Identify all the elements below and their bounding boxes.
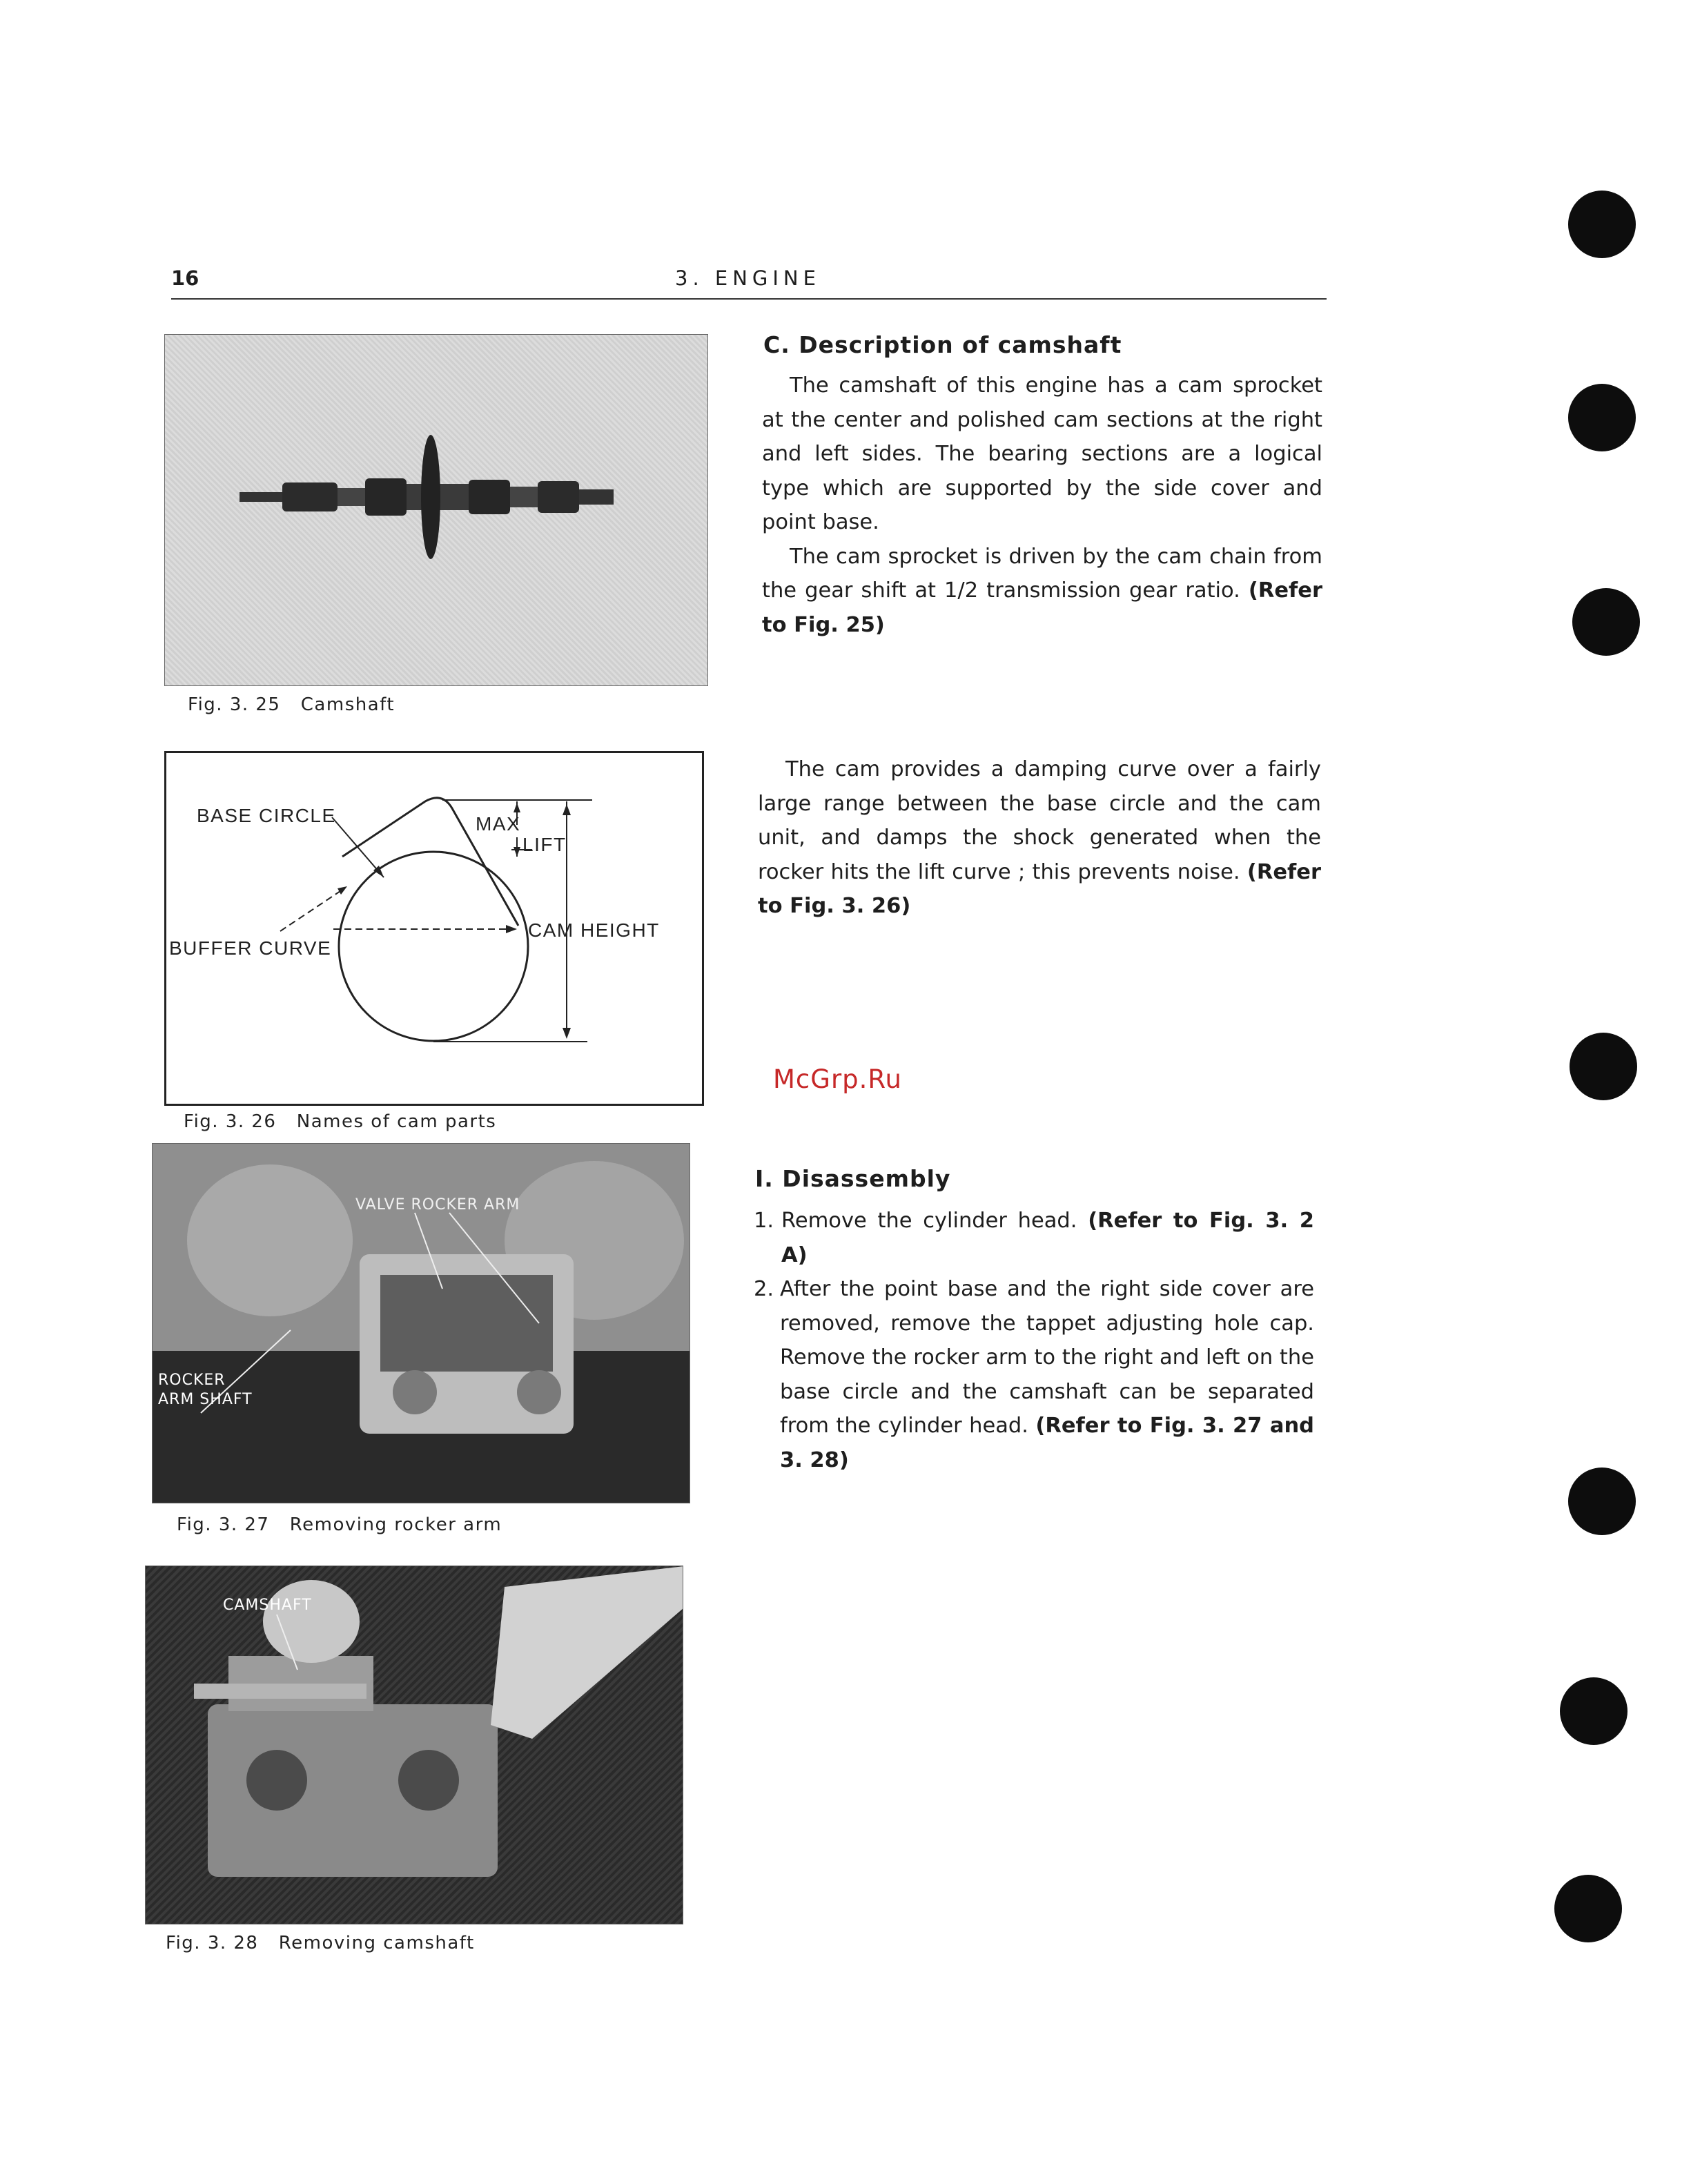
- label-valve-rocker-arm: VALVE ROCKER ARM: [355, 1196, 520, 1213]
- list-item-text: Remove the cylinder head.: [781, 1209, 1077, 1233]
- punch-hole: [1568, 1468, 1636, 1535]
- fig326-text: Names of cam parts: [296, 1111, 497, 1132]
- list-item-text: After the point base and the right side cover are removed, remove the tappet adjusting hole cap. Remove the rocker arm to the right and left on the base circle and the camshaft can be separated from the cylinder head.: [780, 1277, 1314, 1438]
- section-c-body2: [758, 752, 1321, 924]
- rocker-arm-photo: [152, 1143, 690, 1503]
- fig328-label: Fig. 3. 28: [166, 1933, 259, 1953]
- para3-text: The cam provides a damping curve over a fairly large range between the base circle and the cam unit, and damps the shock generated when the rocker hits the lift curve ; this prevents noise.: [758, 757, 1321, 884]
- list-item-ref: (Refer to Fig. 3. 2 A): [781, 1209, 1315, 1267]
- label-rocker-line1: ROCKER: [158, 1372, 226, 1389]
- section-c-title: C. Description of camshaft: [763, 331, 1122, 358]
- punch-hole: [1572, 588, 1640, 656]
- section-c-para2: [762, 540, 1322, 643]
- para3-ref: (Refer to Fig. 3. 26): [758, 859, 1321, 918]
- label-rocker-line2: ARM SHAFT: [158, 1391, 253, 1408]
- list-item-ref: (Refer to Fig. 3. 27 and 3. 28): [780, 1414, 1314, 1472]
- section-1-title: I. Disassembly: [755, 1165, 951, 1192]
- page-number: 16: [171, 266, 199, 290]
- section-c-para3: [758, 752, 1321, 924]
- fig328-text: Removing camshaft: [278, 1933, 475, 1953]
- list-item-number: 1.: [754, 1209, 774, 1233]
- label-camshaft: CAMSHAFT: [223, 1597, 312, 1614]
- camshaft-removal-illustration: [146, 1566, 683, 1924]
- list-item-number: 2.: [754, 1277, 774, 1301]
- cam-parts-diagram: [164, 751, 704, 1106]
- label-buffer-curve: BUFFER CURVE: [169, 937, 332, 959]
- label-base-circle: BASE CIRCLE: [197, 805, 336, 826]
- para2-ref: (Refer to Fig. 25): [762, 578, 1322, 637]
- list-item: [754, 1272, 1314, 1477]
- chapter-title: 3. ENGINE: [675, 266, 821, 290]
- watermark: McGrp.Ru: [773, 1064, 902, 1094]
- camshaft-illustration: [165, 335, 707, 685]
- punch-hole: [1554, 1875, 1622, 1942]
- para2-text: The cam sprocket is driven by the cam chain from the gear shift at 1/2 transmission gear ratio.: [762, 544, 1322, 603]
- fig328-caption: [166, 1933, 475, 1953]
- fig326-label: Fig. 3. 26: [184, 1111, 277, 1132]
- header-rule: [171, 298, 1327, 300]
- fig327-label: Fig. 3. 27: [177, 1514, 270, 1535]
- fig325-text: Camshaft: [300, 694, 395, 715]
- disassembly-list: [754, 1204, 1314, 1477]
- punch-hole: [1570, 1033, 1637, 1100]
- camshaft-photo: [164, 334, 708, 686]
- label-max: MAX: [476, 813, 521, 835]
- fig325-caption: [188, 694, 395, 715]
- section-c-para1: The camshaft of this engine has a cam sprocket at the center and polished cam sections at the right and left sides. The bearing sections are a logical type which are supported by the side cover and point base.: [762, 373, 1322, 534]
- punch-hole: [1560, 1677, 1628, 1745]
- fig326-caption: [184, 1111, 496, 1132]
- fig327-text: Removing rocker arm: [289, 1514, 502, 1535]
- section-c-body: [762, 369, 1322, 642]
- label-cam-height: CAM HEIGHT: [528, 919, 660, 941]
- punch-hole: [1568, 384, 1636, 451]
- fig325-label: Fig. 3. 25: [188, 694, 281, 715]
- label-lift: LIFT: [522, 834, 567, 855]
- punch-hole: [1568, 191, 1636, 258]
- list-item: [754, 1204, 1314, 1272]
- cam-diagram-svg: [166, 753, 702, 1104]
- fig327-caption: [177, 1514, 502, 1535]
- camshaft-removal-photo: [145, 1566, 683, 1924]
